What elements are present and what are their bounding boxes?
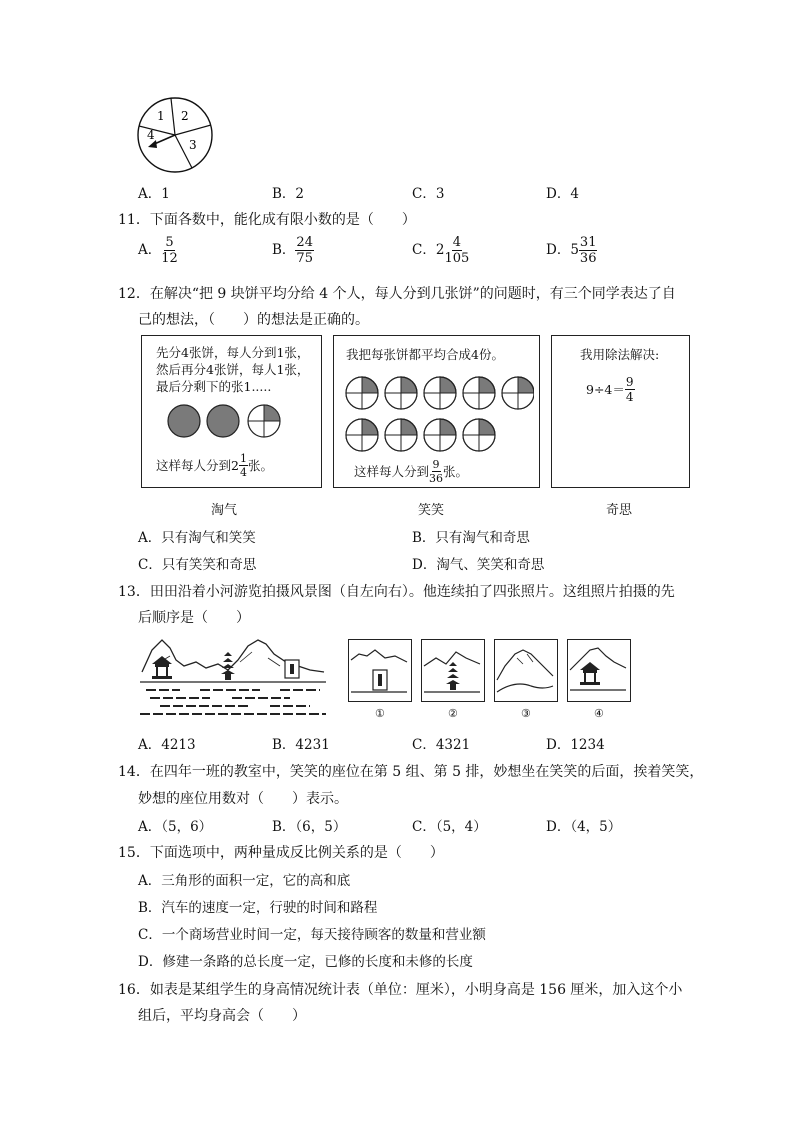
- photo-1: [348, 639, 412, 702]
- q12-option-b[interactable]: B．只有淘气和奇思: [412, 530, 530, 546]
- question-14-line2: 妙想的座位用数对（ ）表示。: [138, 791, 348, 807]
- fraction: $\frac{4}{105}$: [444, 235, 470, 266]
- q10-option-a[interactable]: A．1: [138, 186, 170, 202]
- panel-taoqi: [141, 335, 322, 488]
- pancake-quarters-grid: [342, 374, 534, 454]
- question-13-line2: 后顺序是（ ）: [138, 610, 250, 626]
- q12-option-c[interactable]: C．只有笑笑和奇思: [138, 557, 257, 573]
- q15-option-d[interactable]: D．修建一条路的总长度一定，已修的长度和未修的长度: [138, 954, 473, 970]
- panel-xiaoxiao: [333, 335, 540, 488]
- q14-option-d[interactable]: D．（4，5）: [546, 819, 622, 835]
- option-letter: C．: [412, 242, 436, 258]
- q13-option-c[interactable]: C．4321: [412, 737, 471, 753]
- spinner-figure: [135, 96, 217, 176]
- quartered-pancake-icon: [346, 419, 378, 451]
- quartered-pancake-icon: [463, 377, 495, 409]
- panel-result: 这样每人分到2 $\frac{1}{4}$ 张。: [156, 452, 273, 479]
- question-15: 15．下面选项中，两种量成反比例关系的是（ ）: [118, 845, 444, 861]
- photo-3: [494, 639, 558, 702]
- stele-icon: [285, 660, 299, 678]
- question-14-line1: 14．在四年一班的教室中，笑笑的座位在第 5 组、第 5 排，妙想坐在笑笑的后面，挨着笑笑，: [118, 764, 704, 780]
- caption-taoqi: 淘气: [211, 503, 238, 518]
- pancake-icons: [166, 402, 286, 442]
- question-13-line1: 13．田田沿着小河游览拍摄风景图（自左向右）。他连续拍了四张照片。这组照片拍摄的先: [118, 584, 675, 600]
- whole-part: 5: [570, 242, 579, 258]
- spinner-label: 4: [147, 128, 155, 142]
- q15-option-c[interactable]: C．一个商场营业时间一定，每天接待顾客的数量和营业额: [138, 927, 486, 943]
- panel-text: 我用除法解决:: [580, 347, 660, 362]
- q11-option-a[interactable]: [138, 236, 178, 265]
- photo-label-1: ①: [375, 707, 385, 720]
- q11-option-c[interactable]: [412, 236, 469, 265]
- quartered-pancake-icon: [424, 419, 456, 451]
- photo-label-3: ③: [521, 707, 531, 720]
- panel-text: 最后分剩下的张1.....: [156, 379, 272, 394]
- quartered-pancake-icon: [346, 377, 378, 409]
- spinner-label: 3: [189, 138, 197, 152]
- q13-option-a[interactable]: A．4213: [138, 737, 196, 753]
- pavilion-icon: [152, 656, 172, 679]
- quartered-pancake-icon: [385, 377, 417, 409]
- question-16-line2: 组后，平均身高会（ ）: [138, 1008, 306, 1024]
- spinner-label: 1: [157, 109, 165, 123]
- fraction: $\frac{31}{36}$: [579, 235, 597, 266]
- option-letter: A．: [138, 242, 162, 258]
- q15-option-b[interactable]: B．汽车的速度一定，行驶的时间和路程: [138, 900, 378, 916]
- q15-option-a[interactable]: A．三角形的面积一定，它的高和底: [138, 873, 351, 889]
- q11-option-d[interactable]: [546, 236, 597, 265]
- q10-option-b[interactable]: B．2: [272, 186, 305, 202]
- photo-label-2: ②: [448, 707, 458, 720]
- quartered-pancake-icon: [385, 419, 417, 451]
- question-16-line1: 16．如表是某组学生的身高情况统计表（单位：厘米），小明身高是 156 厘米，加入这个小: [118, 982, 683, 998]
- q10-option-d[interactable]: D．4: [546, 186, 579, 202]
- photo-4: [567, 639, 631, 702]
- q10-option-c[interactable]: C．3: [412, 186, 445, 202]
- caption-xiaoxiao: 笑笑: [418, 503, 445, 518]
- panel-qisi: [551, 335, 690, 488]
- q13-option-b[interactable]: B．4231: [272, 737, 330, 753]
- q12-option-a[interactable]: A．只有淘气和笑笑: [138, 530, 256, 546]
- photo-2: [421, 639, 485, 702]
- option-letter: B．: [272, 242, 296, 258]
- fraction: $\frac{24}{75}$: [296, 235, 313, 266]
- caption-qisi: 奇思: [606, 503, 633, 518]
- spinner-label: 2: [181, 109, 189, 123]
- quartered-pancake-icon: [463, 419, 495, 451]
- panel-result: 这样每人分到 $\frac{9}{36}$ 张。: [354, 458, 469, 485]
- photo-label-4: ④: [594, 707, 604, 720]
- q14-option-b[interactable]: B．（6，5）: [272, 819, 347, 835]
- question-12-line1: 12．在解决“把 9 块饼平均分给 4 个人，每人分到几张饼”的问题时，有三个同学表达了自: [118, 286, 676, 302]
- q14-option-a[interactable]: A．（5，6）: [138, 819, 213, 835]
- fraction: $\frac{5}{12}$: [161, 235, 178, 266]
- river-panorama-image: [140, 632, 326, 722]
- question-12-line2: 己的想法，（ ）的想法是正确的。: [138, 312, 369, 328]
- panel-expression: 9÷4＝ $\frac{9}{4}$: [586, 375, 634, 404]
- option-letter: D．: [546, 242, 571, 258]
- q13-option-d[interactable]: D．1234: [546, 737, 605, 753]
- panel-text: 我把每张饼都平均合成4份。: [346, 347, 504, 362]
- panel-text: 先分4张饼，每人分到1张，: [156, 345, 310, 360]
- question-11: 11．下面各数中，能化成有限小数的是（ ）: [118, 212, 416, 228]
- whole-part: 2: [435, 242, 445, 258]
- q11-option-b[interactable]: [272, 236, 314, 265]
- q14-option-c[interactable]: C．（5，4）: [412, 819, 487, 835]
- quartered-pancake-icon: [502, 377, 534, 409]
- q12-option-d[interactable]: D．淘气、笑笑和奇思: [412, 557, 545, 573]
- panel-text: 然后再分4张饼，每人1张，: [156, 362, 310, 377]
- quartered-pancake-icon: [424, 377, 456, 409]
